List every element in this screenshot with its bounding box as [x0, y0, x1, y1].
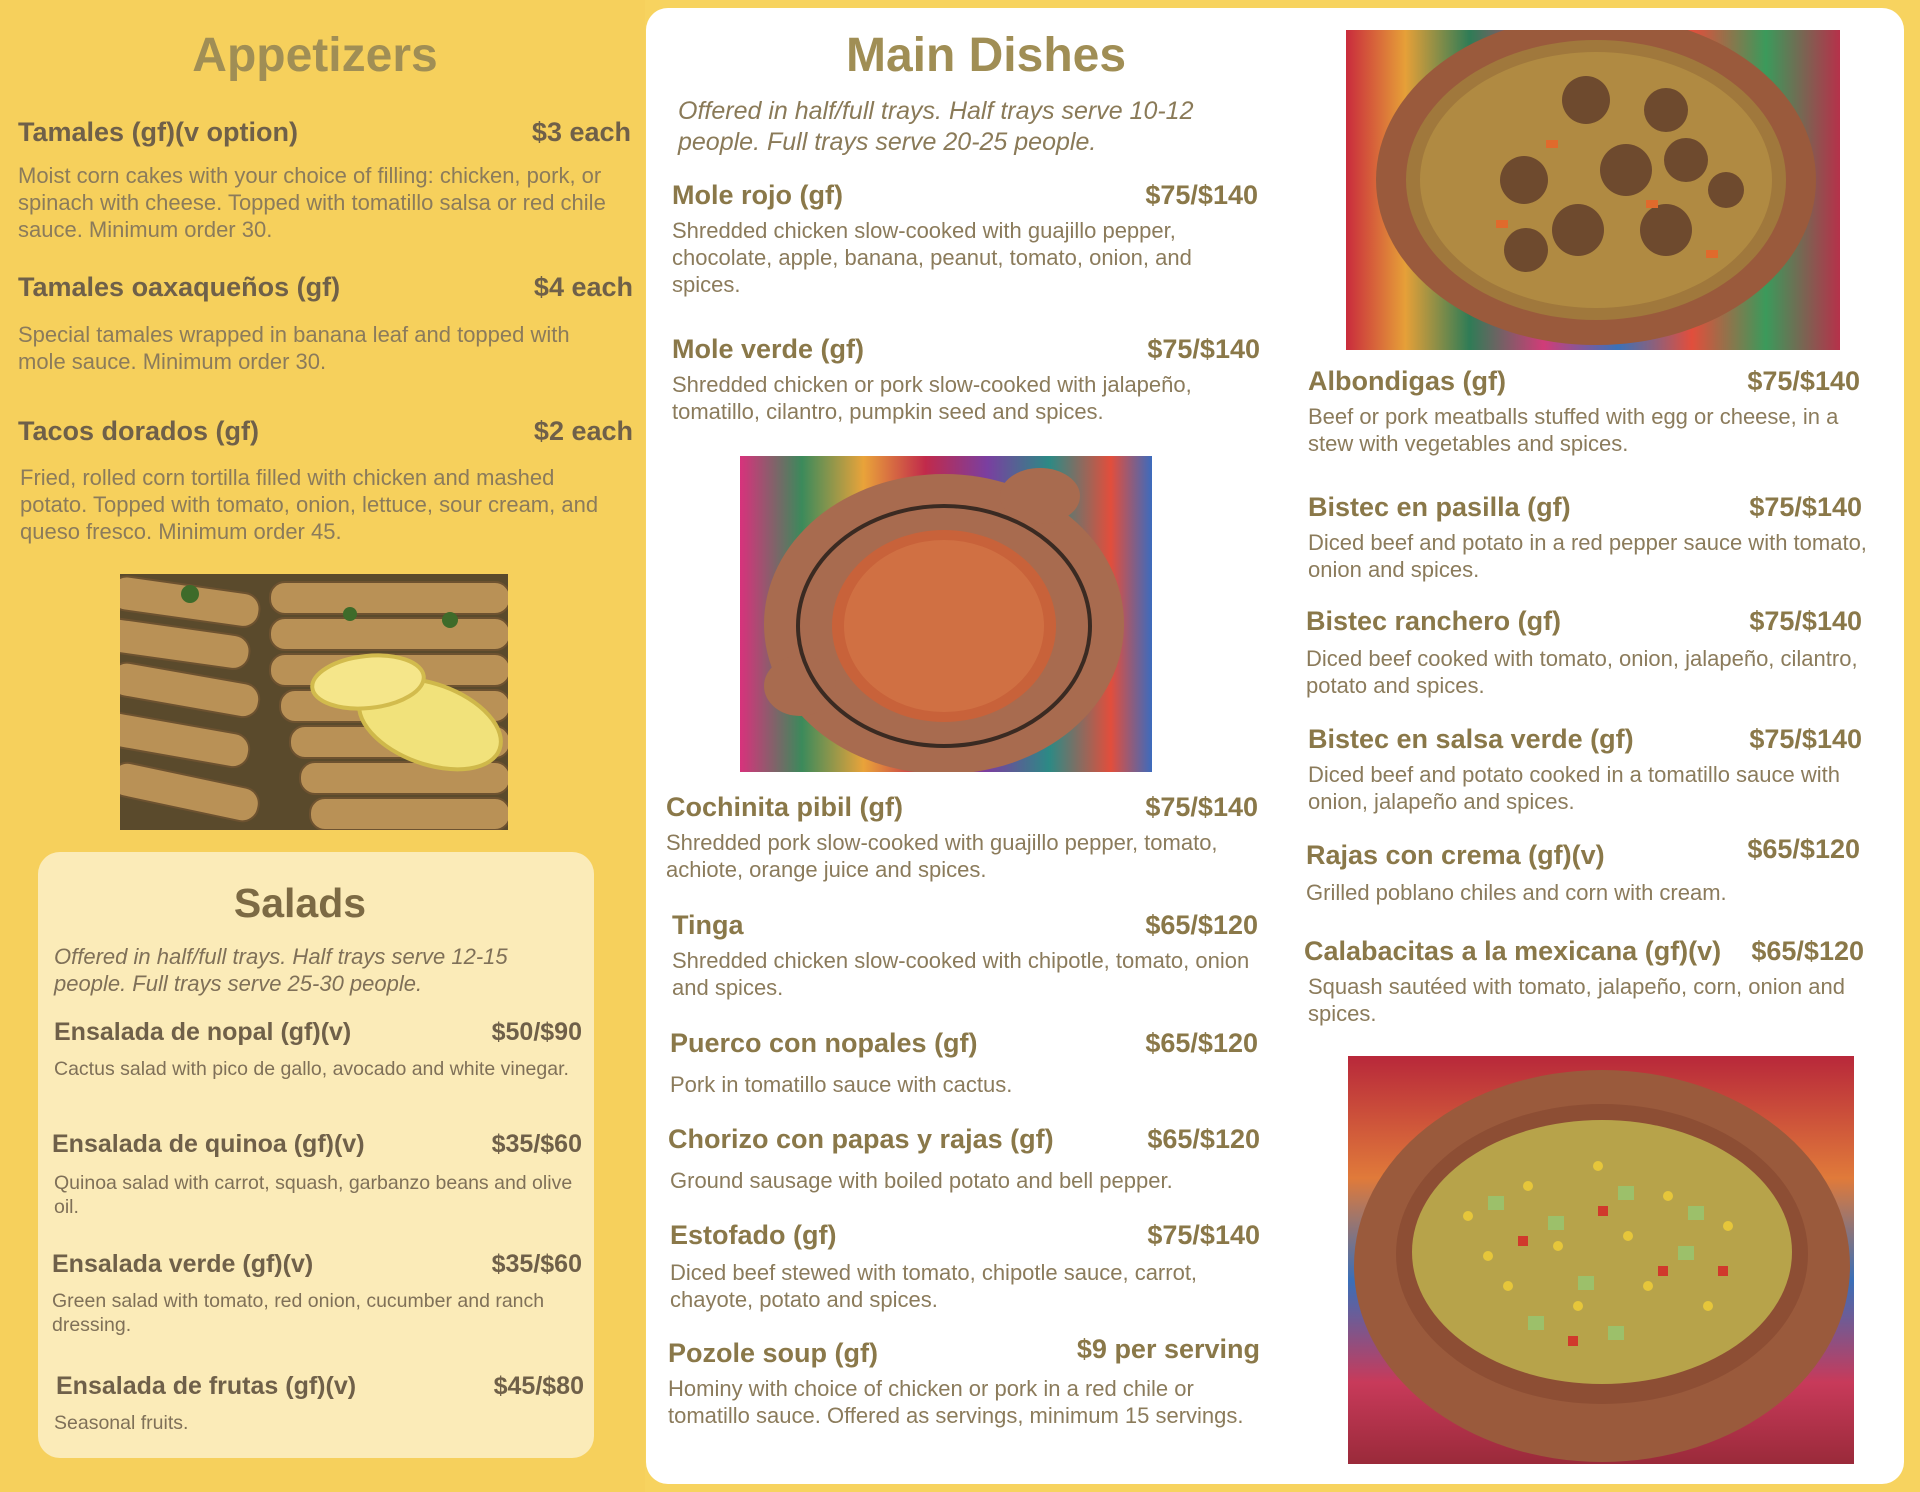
salads-title: Salads	[233, 880, 367, 926]
main-dishes-note: Offered in half/full trays. Half trays serve 10-12 people. Full trays serve 20-25 people.	[678, 97, 1194, 156]
menu-item-price: $2 each	[533, 416, 633, 446]
menu-item-description: Shredded chicken slow-cooked with chipotle, tomato, onion and spices.	[672, 948, 1250, 1000]
albondigas-photo	[1346, 30, 1840, 350]
menu-item-description: Pork in tomatillo sauce with cactus.	[670, 1072, 1013, 1097]
menu-item-description: Beef or pork meatballs stuffed with egg or cheese, in a stew with vegetables and spices.	[1308, 404, 1839, 456]
menu-item-description: Shredded chicken or pork slow-cooked with jalapeño, tomatillo, cilantro, pumpkin seed and spices.	[672, 372, 1192, 424]
menu-item-name: Ensalada de quinoa (gf)(v)	[52, 1130, 365, 1158]
menu-item-name: Bistec en salsa verde (gf)	[1308, 724, 1634, 754]
menu-item-price: $35/$60	[491, 1130, 582, 1158]
menu-item-name: Tinga	[672, 910, 744, 940]
menu-item-description: Ground sausage with boiled potato and bell pepper.	[670, 1168, 1173, 1193]
menu-item-description: Diced beef cooked with tomato, onion, jalapeño, cilantro, potato and spices.	[1306, 646, 1858, 698]
menu-item-description: Diced beef stewed with tomato, chipotle sauce, carrot, chayote, potato and spices.	[670, 1260, 1198, 1312]
menu-item-price: $65/$120	[1145, 1028, 1258, 1058]
menu-item-description: Shredded chicken slow-cooked with guajillo pepper, chocolate, apple, banana, peanut, tomato, onion, and spices.	[672, 218, 1192, 297]
menu-item-name: Pozole soup (gf)	[668, 1338, 878, 1368]
menu-item-price: $50/$90	[491, 1018, 582, 1046]
menu-item-description: Grilled poblano chiles and corn with cream.	[1306, 880, 1727, 905]
menu-item-price: $75/$140	[1145, 792, 1258, 822]
menu-item-price: $75/$140	[1147, 1220, 1260, 1250]
menu-item-price: $75/$140	[1749, 492, 1862, 522]
menu-item-name: Ensalada de nopal (gf)(v)	[54, 1018, 352, 1046]
menu-item-description: Squash sautéed with tomato, jalapeño, corn, onion and spices.	[1308, 974, 1845, 1026]
menu-item-price: $65/$120	[1751, 936, 1864, 966]
menu-item-price: $35/$60	[491, 1250, 582, 1278]
menu-item-description: Fried, rolled corn tortilla filled with chicken and mashed potato. Topped with tomato, onion, lettuce, sour cream, and queso fresco. Minimum order 45.	[20, 465, 599, 544]
menu-item-name: Ensalada de frutas (gf)(v)	[56, 1372, 357, 1400]
menu-item-name: Bistec en pasilla (gf)	[1308, 492, 1571, 522]
appetizers-title: Appetizers	[192, 29, 438, 82]
appetizers-panel	[0, 0, 645, 1492]
menu-item-description: Diced beef and potato cooked in a tomatillo sauce with onion, jalapeño and spices.	[1308, 762, 1840, 814]
cochinita-pibil-photo	[740, 456, 1152, 772]
tacos-dorados-photo	[120, 574, 508, 830]
menu-item-price: $9 per serving	[1076, 1334, 1260, 1364]
menu-item-name: Calabacitas a la mexicana (gf)(v)	[1304, 936, 1722, 966]
menu-item-name: Bistec ranchero (gf)	[1306, 606, 1562, 636]
menu-item-price: $75/$140	[1747, 366, 1860, 396]
menu-item-description: Cactus salad with pico de gallo, avocado and white vinegar.	[54, 1058, 569, 1080]
main-dishes-panel	[646, 8, 1904, 1484]
salads-note: Offered in half/full trays. Half trays serve 12-15 people. Full trays serve 25-30 people.	[54, 944, 508, 996]
salads-box	[38, 852, 594, 1458]
menu-item-description: Moist corn cakes with your choice of filling: chicken, pork, or spinach with cheese. Topped with tomatillo salsa or red chile sauce. Minimum order 30.	[18, 163, 606, 242]
menu-item-price: $75/$140	[1147, 334, 1260, 364]
menu-item-description: Quinoa salad with carrot, squash, garbanzo beans and olive oil.	[54, 1172, 573, 1218]
menu-item-description: Shredded pork slow-cooked with guajillo pepper, tomato, achiote, orange juice and spices.	[666, 830, 1218, 882]
menu-item-name: Mole verde (gf)	[672, 334, 865, 364]
menu-item-price: $75/$140	[1749, 606, 1862, 636]
menu-item-name: Tamales oaxaqueños (gf)	[18, 272, 341, 302]
menu-item-price: $65/$120	[1145, 910, 1258, 940]
main-dishes-title: Main Dishes	[845, 29, 1127, 82]
menu-item-description: Seasonal fruits.	[54, 1412, 189, 1434]
menu-item-price: $4 each	[533, 272, 633, 302]
menu-item-name: Tamales (gf)(v option)	[18, 117, 298, 147]
menu-item-name: Tacos dorados (gf)	[18, 416, 260, 446]
menu-item-price: $3 each	[531, 117, 631, 147]
menu-item-name: Chorizo con papas y rajas (gf)	[668, 1124, 1054, 1154]
menu-item-description: Special tamales wrapped in banana leaf and topped with mole sauce. Minimum order 30.	[18, 322, 570, 374]
menu-item-price: $45/$80	[493, 1372, 584, 1400]
menu-item-price: $65/$120	[1747, 834, 1860, 864]
menu-item-price: $65/$120	[1147, 1124, 1260, 1154]
menu-item-description: Hominy with choice of chicken or pork in a red chile or tomatillo sauce. Offered as servings, minimum 15 servings.	[668, 1376, 1244, 1428]
menu-item-name: Rajas con crema (gf)(v)	[1306, 840, 1605, 870]
menu-item-name: Albondigas (gf)	[1308, 366, 1506, 396]
menu-item-description: Green salad with tomato, red onion, cucumber and ranch dressing.	[52, 1290, 545, 1336]
menu-item-description: Diced beef and potato in a red pepper sauce with tomato, onion and spices.	[1308, 530, 1867, 582]
menu-item-name: Ensalada verde (gf)(v)	[52, 1250, 314, 1278]
menu-item-price: $75/$140	[1145, 180, 1258, 210]
menu-item-name: Mole rojo (gf)	[672, 180, 843, 210]
calabacitas-photo	[1348, 1056, 1854, 1464]
menu-item-name: Cochinita pibil (gf)	[666, 792, 903, 822]
menu-item-name: Puerco con nopales (gf)	[670, 1028, 978, 1058]
menu-item-price: $75/$140	[1749, 724, 1862, 754]
menu-item-name: Estofado (gf)	[670, 1220, 837, 1250]
